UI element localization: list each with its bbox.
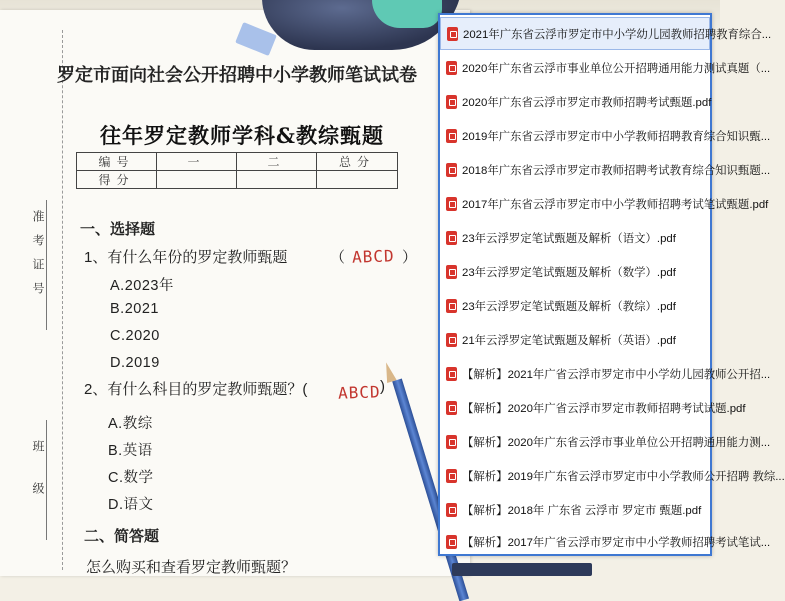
- file-name: 23年云浮罗定笔试甄题及解析（数学）.pdf: [462, 266, 676, 279]
- pdf-file-icon: [446, 503, 457, 517]
- question-1-open-paren: （: [330, 249, 346, 266]
- binding-label-class: 班级: [31, 440, 45, 524]
- file-name: 2020年广东省云浮市罗定市教师招聘考试甄题.pdf: [462, 96, 712, 109]
- question-2-text: 2、有什么科目的罗定教师甄题？(: [84, 381, 308, 398]
- score-table-row: [77, 171, 398, 189]
- file-item[interactable]: [440, 51, 771, 84]
- file-name: 2018年广东省云浮市罗定市教师招聘考试教育综合知识甄题...: [462, 164, 771, 177]
- file-name: 23年云浮罗定笔试甄题及解析（教综）.pdf: [462, 300, 676, 313]
- file-item[interactable]: [440, 17, 772, 50]
- file-name: 【解析】2021年广省云浮市罗定市中小学幼儿园教师公开招...: [462, 368, 771, 381]
- pdf-file-icon: [446, 435, 457, 449]
- pdf-file-icon: [446, 299, 457, 313]
- score-row-label: 得分: [77, 171, 157, 189]
- score-header-total: 总分: [317, 153, 398, 171]
- short-answer-question: 怎么购买和查看罗定教师甄题？: [86, 559, 297, 576]
- question-1-option-c: C.2020: [110, 328, 160, 344]
- pdf-file-icon: [447, 27, 458, 41]
- question-1-option-d: D.2019: [110, 355, 160, 371]
- pdf-file-icon: [446, 129, 457, 143]
- question-2-option-b: B.英语: [108, 443, 153, 459]
- file-name: 【解析】2017年广省云浮市罗定市中小学教师招聘考试笔试...: [462, 536, 771, 549]
- question-1-option-a: A.2023年: [110, 278, 174, 294]
- file-item[interactable]: [440, 153, 771, 186]
- file-name: 23年云浮罗定笔试甄题及解析（语文）.pdf: [462, 232, 676, 245]
- score-table-header-row: [77, 153, 398, 171]
- score-cell: [317, 171, 398, 189]
- file-name: 2020年广东省云浮市事业单位公开招聘通用能力测试真题（...: [462, 62, 771, 75]
- file-name: 21年云浮罗定笔试甄题及解析（英语）.pdf: [462, 334, 676, 347]
- pdf-file-icon: [446, 333, 457, 347]
- file-name: 2019年广东省云浮市罗定市中小学教师招聘教育综合知识甄...: [462, 130, 771, 143]
- file-name: 2017年广东省云浮市罗定市中小学教师招聘考试笔试甄题.pdf: [462, 198, 769, 211]
- question-2-option-c: C.数学: [108, 470, 154, 486]
- file-item[interactable]: [440, 525, 771, 558]
- score-table: [76, 152, 398, 189]
- exam-paper: [0, 10, 470, 576]
- pdf-file-icon: [446, 265, 457, 279]
- file-item[interactable]: [440, 85, 710, 118]
- file-name: 【解析】2019年广东省云浮市罗定市中小学教师公开招聘 教综...: [462, 470, 785, 483]
- file-name: 【解析】2020年广省云浮市罗定市教师招聘考试试题.pdf: [462, 402, 746, 415]
- question-1-option-b: B.2021: [110, 301, 159, 317]
- score-header-part1: 一: [157, 153, 237, 171]
- file-item[interactable]: [440, 357, 771, 390]
- question-2-handwritten-answer: ABCD: [337, 382, 381, 403]
- score-cell: [157, 171, 237, 189]
- file-list-panel: [438, 13, 785, 556]
- pdf-file-icon: [446, 95, 457, 109]
- file-item[interactable]: [440, 323, 710, 356]
- binding-underline: [46, 200, 47, 330]
- question-1-close-paren: ）: [402, 249, 418, 266]
- file-item[interactable]: [440, 289, 710, 322]
- section-title-choice: 一、选择题: [80, 221, 156, 238]
- question-2-option-a: A.教综: [108, 416, 153, 432]
- file-item[interactable]: [440, 255, 710, 288]
- file-name: 【解析】2018年 广东省 云浮市 罗定市 甄题.pdf: [462, 504, 702, 517]
- binding-underline: [46, 420, 47, 540]
- binding-dashed-line: [62, 30, 63, 570]
- question-2-close-paren: ): [380, 378, 385, 395]
- score-header-part2: 二: [237, 153, 317, 171]
- file-name: 2021年广东省云浮市罗定市中小学幼儿园教师招聘教育综合...: [463, 28, 772, 41]
- question-2-option-d: D.语文: [108, 497, 154, 513]
- panel-bottom-bar: [452, 563, 592, 576]
- pdf-file-icon: [446, 469, 457, 483]
- file-item[interactable]: [440, 221, 710, 254]
- question-1-handwritten-answer: ABCD: [351, 246, 395, 267]
- pdf-file-icon: [446, 61, 457, 75]
- pdf-file-icon: [446, 535, 457, 549]
- pdf-file-icon: [446, 231, 457, 245]
- file-item[interactable]: [440, 187, 769, 220]
- file-item[interactable]: [440, 425, 771, 458]
- file-name: 【解析】2020年广东省云浮市事业单位公开招聘通用能力测...: [462, 436, 771, 449]
- pdf-file-icon: [446, 401, 457, 415]
- file-item[interactable]: [440, 459, 785, 492]
- file-item[interactable]: [440, 493, 710, 526]
- pdf-file-icon: [446, 367, 457, 381]
- exam-title: 罗定市面向社会公开招聘中小学教师笔试试卷: [57, 65, 417, 86]
- pdf-file-icon: [446, 197, 457, 211]
- binding-label-exam-number: 准考证号: [31, 210, 45, 306]
- section-title-short-answer: 二、简答题: [84, 528, 160, 545]
- exam-subtitle: 往年罗定教师学科&教综甄题: [100, 123, 384, 148]
- score-cell: [237, 171, 317, 189]
- file-item[interactable]: [440, 391, 746, 424]
- question-1-text: 1、有什么年份的罗定教师甄题: [84, 249, 288, 266]
- score-header-number: 编号: [77, 153, 157, 171]
- pdf-file-icon: [446, 163, 457, 177]
- file-item[interactable]: [440, 119, 771, 152]
